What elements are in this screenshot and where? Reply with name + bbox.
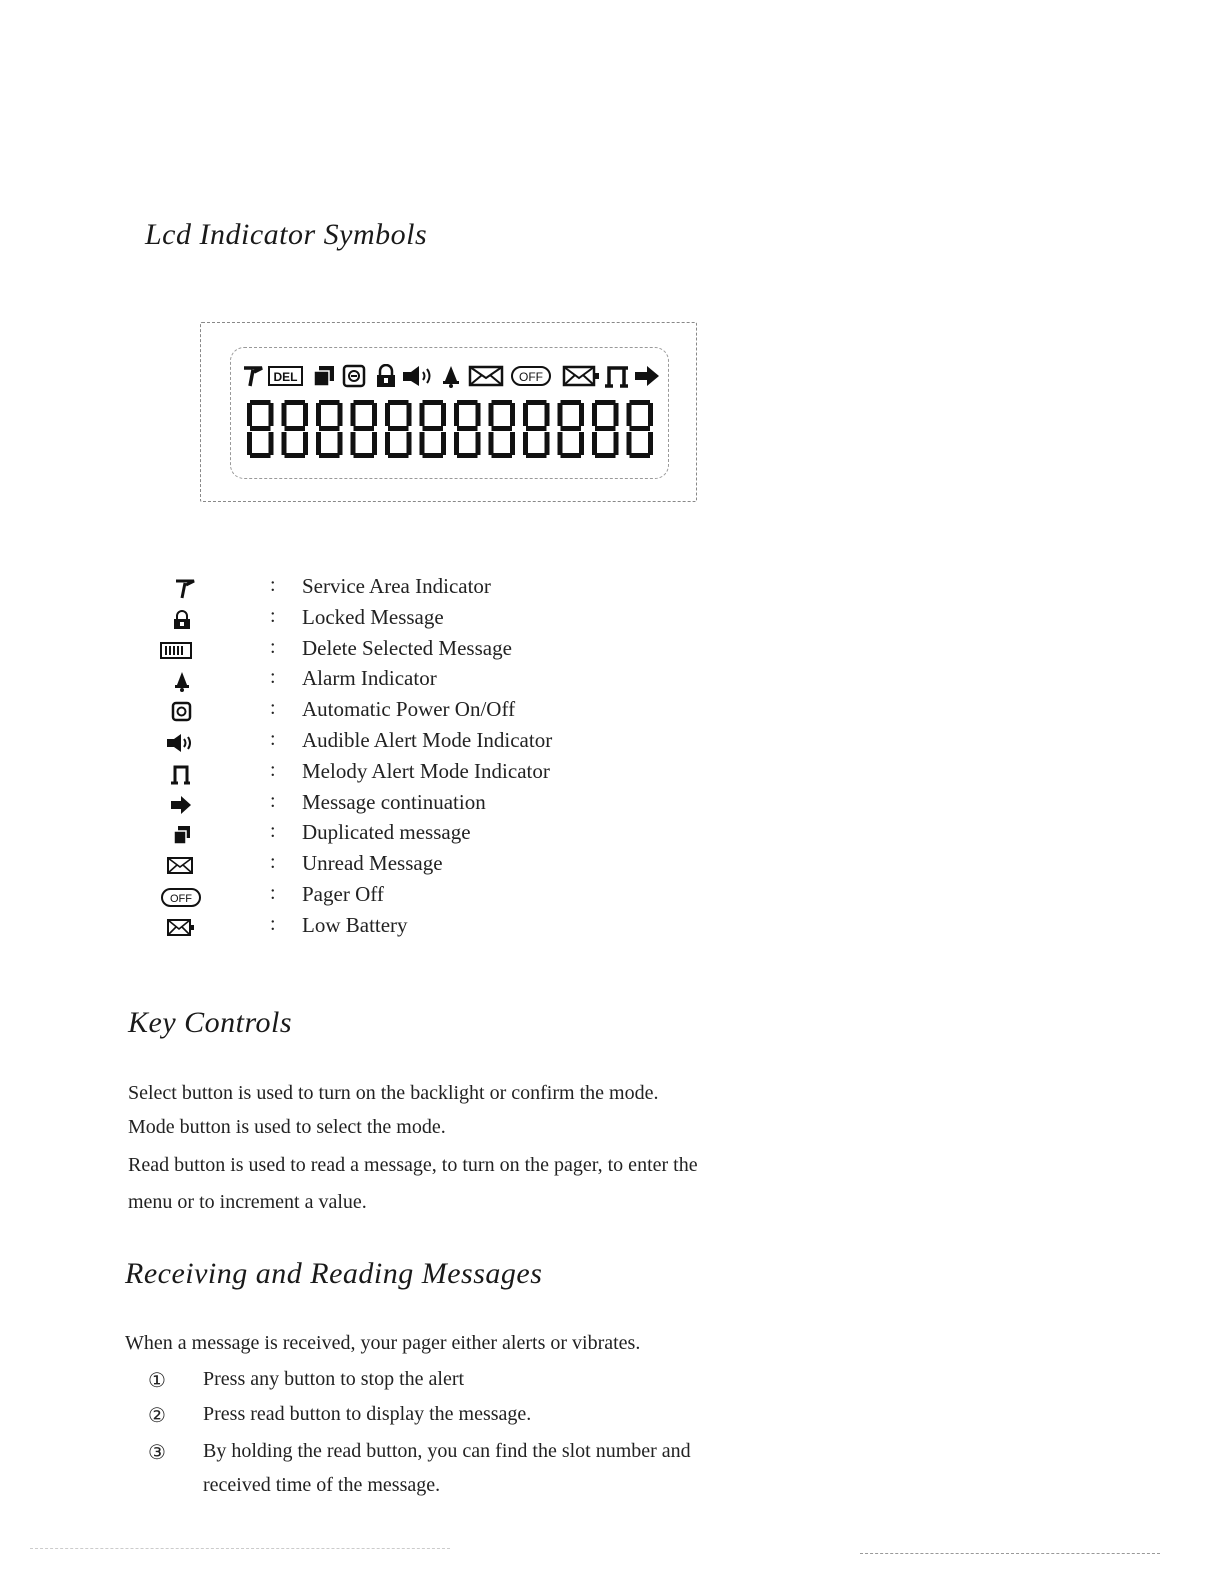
lcd-segment [595,453,616,458]
legend-item [0,790,900,820]
battery-envelope-icon [166,917,214,939]
step-number: ② [148,1405,166,1427]
step-number: ③ [148,1442,166,1464]
lcd-segment [489,432,494,455]
antenna-icon [174,578,222,600]
lcd-section-title: Lcd Indicator Symbols [145,218,428,251]
lcd-segment [316,432,321,455]
legend-label: Melody Alert Mode Indicator [302,758,550,783]
lcd-segment [247,432,252,455]
off-label: OFF [519,370,543,384]
lcd-segment [372,432,377,455]
lcd-digit [627,400,654,458]
lcd-segment [407,432,412,455]
legend-separator: : [270,574,276,596]
lcd-segment [319,453,340,458]
lcd-segment [648,432,653,455]
duplicate-icon [312,364,336,388]
legend-item [0,605,900,635]
lcd-segment [385,432,390,455]
lcd-segment [561,453,582,458]
speaker-icon [402,364,438,388]
lcd-digit [454,400,481,458]
key-controls-line: Mode button is used to select the mode. [128,1116,446,1138]
legend-label: Locked Message [302,604,444,629]
legend-label: Service Area Indicator [302,574,491,598]
lcd-digit [247,400,274,458]
lcd-segment [423,426,444,431]
lcd-digit [282,400,309,458]
lcd-segment [579,403,584,426]
legend-separator: : [270,912,276,935]
legend-item [0,697,900,727]
lcd-segment [423,453,444,458]
key-controls-title: Key Controls [128,1006,293,1039]
lcd-segment [338,403,343,426]
lcd-digit [420,400,447,458]
lcd-segment [441,403,446,426]
key-controls-line: Select button is used to turn on the backlight or confirm the mode. [128,1082,659,1104]
lcd-segment [545,432,550,455]
lcd-segment [250,453,271,458]
step-text: By holding the read button, you can find the slot number and [203,1440,691,1462]
bell-icon [170,670,218,692]
envelope-icon [468,364,504,388]
lcd-segment [561,426,582,431]
lcd-digit [316,400,343,458]
legend-separator: : [270,758,276,781]
legend-separator: : [270,697,276,720]
lcd-segment [492,400,513,405]
lcd-segment [648,403,653,426]
lock-icon [170,609,218,631]
bell-icon [440,364,462,388]
lcd-segment [627,432,632,455]
legend-item [0,574,900,604]
clock-icon [170,701,218,723]
lcd-digit-display [244,398,658,460]
melody-icon [604,364,632,388]
lcd-segment [351,432,356,455]
lcd-segment [407,403,412,426]
lcd-segment [338,432,343,455]
legend-item [0,851,900,881]
lcd-segment [351,403,356,426]
legend-item [0,913,900,943]
legend-item [0,636,900,666]
lcd-segment [558,432,563,455]
duplicate-icon [170,824,218,846]
lcd-digit [523,400,550,458]
step-text: received time of the message. [203,1474,441,1496]
legend-separator: : [270,604,276,627]
lcd-segment [282,403,287,426]
lcd-segment [388,453,409,458]
delete-icon [160,640,208,662]
legend-separator: : [270,851,276,874]
lcd-digit [351,400,378,458]
lcd-segment [441,432,446,455]
lcd-segment [285,453,306,458]
lcd-segment [269,403,274,426]
legend-separator: : [270,820,276,843]
melody-icon [170,763,218,785]
speaker-icon [166,732,214,754]
lcd-digit [558,400,585,458]
lcd-segment [526,426,547,431]
lcd-segment [510,403,515,426]
legend-label: Delete Selected Message [302,635,512,660]
lcd-segment [614,403,619,426]
lcd-segment [282,432,287,455]
legend-separator: : [270,666,276,689]
lcd-segment [457,400,478,405]
lcd-segment [595,426,616,431]
arrow-icon [170,794,218,816]
scan-edge-line [30,1548,450,1549]
lcd-segment [523,432,528,455]
legend-label: Automatic Power On/Off [302,697,516,722]
receiving-title: Receiving and Reading Messages [125,1257,543,1290]
arrow-icon [634,364,660,388]
legend-item [0,666,900,696]
lcd-segment [354,400,375,405]
lcd-digit [385,400,412,458]
lcd-segment [303,432,308,455]
legend-label: Unread Message [302,851,443,876]
legend-separator: : [270,789,276,812]
lcd-segment [423,400,444,405]
lcd-segment [457,453,478,458]
lcd-segment [269,432,274,455]
lcd-segment [523,403,528,426]
lcd-segment [630,426,651,431]
lcd-segment [614,432,619,455]
lcd-segment [492,426,513,431]
scan-edge-line [860,1553,1160,1554]
lcd-segment [319,426,340,431]
envelope-icon [166,855,214,877]
key-controls-line: Read button is used to read a message, to turn on the pager, to enter the [128,1154,698,1176]
lcd-segment [545,403,550,426]
delete-icon [268,364,304,388]
legend-label: Pager Off [302,882,384,906]
lcd-segment [354,426,375,431]
lcd-segment [247,403,252,426]
lcd-segment [595,400,616,405]
lcd-segment [526,400,547,405]
lcd-segment [526,453,547,458]
step-text: Press read button to display the message. [203,1403,532,1425]
lcd-segment [285,400,306,405]
legend-item [0,728,900,758]
step-number: ① [148,1370,166,1392]
lcd-segment [420,403,425,426]
legend-item [0,882,900,912]
lcd-segment [388,426,409,431]
lcd-segment [492,453,513,458]
lcd-segment [627,403,632,426]
lcd-segment [561,400,582,405]
lcd-segment [354,453,375,458]
lcd-segment [476,403,481,426]
lcd-segment [388,400,409,405]
lcd-segment [510,432,515,455]
legend-label: Alarm Indicator [302,666,437,691]
antenna-icon [242,364,264,388]
lcd-segment [372,403,377,426]
legend-separator: : [270,728,276,750]
lcd-segment [630,400,651,405]
lock-icon [374,364,398,388]
lcd-segment [630,453,651,458]
battery-envelope-icon [562,364,602,388]
lcd-segment [558,403,563,426]
key-controls-line: menu or to increment a value. [128,1191,367,1213]
lcd-segment [319,400,340,405]
legend-separator: : [270,882,276,904]
lcd-segment [316,403,321,426]
pager-off-icon [510,364,552,388]
legend-label: Duplicated message [302,820,471,845]
receiving-intro: When a message is received, your pager either alerts or vibrates. [125,1332,641,1354]
lcd-segment [457,426,478,431]
lcd-segment [592,403,597,426]
lcd-segment [454,403,459,426]
pager-off-icon-label: OFF [170,893,192,905]
legend-label: Low Battery [302,912,408,937]
lcd-segment [420,432,425,455]
lcd-segment [592,432,597,455]
lcd-segment [489,403,494,426]
lcd-segment [250,400,271,405]
lcd-segment [285,426,306,431]
legend-label: Message continuation [302,789,486,814]
step-text: Press any button to stop the alert [203,1368,465,1390]
lcd-segment [579,432,584,455]
lcd-segment [454,432,459,455]
clock-icon [342,364,366,388]
lcd-segment [250,426,271,431]
legend-item [0,820,900,850]
lcd-segment [385,403,390,426]
lcd-digit [592,400,619,458]
legend-item [0,759,900,789]
legend-separator: : [270,635,276,658]
lcd-icon-row [242,364,662,390]
lcd-segment [303,403,308,426]
lcd-digit [489,400,516,458]
pager-off-icon [160,886,208,908]
del-label: DEL [273,370,298,384]
legend-label: Audible Alert Mode Indicator [302,728,553,752]
lcd-segment [476,432,481,455]
